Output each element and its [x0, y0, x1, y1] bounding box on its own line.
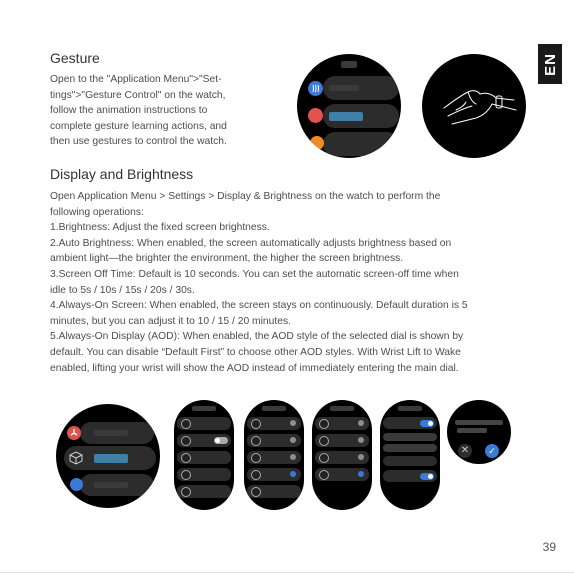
display-line: Open Application Menu > Settings > Display & Brightness on the watch to perform the: [50, 191, 441, 202]
status-bar: [341, 61, 357, 68]
radio-dot: [290, 437, 296, 443]
display-line: default. You can disable “Default First” to choose other AOD styles. With Wrist Lift to Wake: [50, 346, 461, 358]
display-line: idle to 5s / 10s / 15s / 20s / 30s.: [50, 284, 195, 296]
default-first-toggle: [420, 473, 434, 480]
language-label: EN: [541, 52, 559, 76]
radio-dot: [358, 437, 364, 443]
list-item: [383, 444, 437, 452]
gesture-line: Open to the "Application Menu">"Set-: [50, 74, 222, 85]
display-line: ambient light—the brighter the environment, the higher the screen brightness.: [50, 253, 404, 265]
gesture-app-icon: [308, 81, 323, 96]
display-line: 4.Always-On Screen: When enabled, the screen stays on continuously. Default duration is 5: [50, 300, 468, 312]
gesture-line: complete gesture learning actions, and: [50, 120, 227, 132]
page-number: 39: [542, 540, 556, 554]
radio-dot-selected: [290, 471, 296, 477]
status-bar: [262, 406, 286, 411]
menu-label: [94, 482, 128, 488]
auto-brightness-icon: [181, 436, 191, 446]
aod-icon: [181, 487, 191, 497]
settings-icon: [308, 108, 323, 123]
radio-dot: [358, 420, 364, 426]
watch-screen-off-options: [244, 400, 304, 510]
option-icon: [251, 453, 261, 463]
menu-label: [329, 85, 359, 91]
radio-dot: [290, 420, 296, 426]
option-icon: [319, 470, 329, 480]
radio-dot: [290, 454, 296, 460]
aod-toggle: [420, 420, 434, 427]
list-item: [383, 433, 437, 441]
status-bar: [192, 406, 216, 411]
option-icon: [251, 470, 261, 480]
display-line: enabled, lifting your wrist will show the AOD instead of immediately entering the main dial.: [50, 362, 459, 374]
radio-dot: [358, 454, 364, 460]
language-tab: [538, 44, 562, 84]
display-line: 1.Brightness: Adjust the fixed screen brightness.: [50, 222, 270, 234]
display-heading: Display and Brightness: [50, 166, 194, 182]
cancel-icon: ✕: [458, 444, 472, 458]
always-on-icon: [181, 470, 191, 480]
menu-label-selected: [94, 454, 128, 463]
menu-label: [94, 430, 128, 436]
display-line: minutes, but you can adjust it to 10 / 15 / 20 minutes.: [50, 315, 291, 327]
option-icon: [251, 419, 261, 429]
watch-always-on-options: [312, 400, 372, 510]
bottom-rule: [0, 572, 574, 573]
status-bar: [398, 406, 422, 411]
menu-label-selected: [329, 112, 363, 121]
radio-dot-selected: [358, 471, 364, 477]
cube-icon: [69, 451, 83, 465]
confirm-icon: ✓: [485, 444, 499, 458]
display-line: 3.Screen Off Time: Default is 10 seconds. You can set the automatic screen-off time when: [50, 268, 459, 280]
menu-app-icon: [310, 136, 324, 150]
display-paragraph: [50, 189, 530, 376]
display-line: 5.Always-On Display (AOD): When enabled, the AOD style of the selected dial is shown by: [50, 331, 464, 343]
option-icon: [319, 419, 329, 429]
status-bar: [330, 406, 354, 411]
option-icon: [319, 453, 329, 463]
display-line: 2.Auto Brightness: When enabled, the screen automatically adjusts brightness based on: [50, 237, 452, 249]
brightness-icon: [181, 419, 191, 429]
auto-brightness-toggle: [214, 437, 228, 444]
display-line: following operations:: [50, 206, 144, 218]
watch-app-menu: [297, 54, 401, 158]
watch-settings-menu: [56, 404, 160, 508]
gesture-line: then use gestures to control the watch.: [50, 136, 227, 148]
watch-confirm-dialog: [447, 400, 511, 464]
gesture-line: tings">"Gesture Control" on the watch,: [50, 89, 226, 101]
watch-display-list-1: [174, 400, 234, 510]
option-icon: [251, 436, 261, 446]
screen-off-icon: [181, 453, 191, 463]
list-item: [383, 456, 437, 466]
gesture-line: follow the animation instructions to: [50, 105, 208, 117]
option-icon: [319, 436, 329, 446]
fan-icon: [67, 426, 81, 440]
watch-gesture-animation: [422, 54, 526, 158]
watch-aod-settings: [380, 400, 440, 510]
menu-row: [323, 132, 399, 156]
gesture-paragraph: [50, 72, 280, 150]
menu-app-icon: [70, 478, 83, 491]
hand-gesture-illustration: [422, 54, 526, 158]
dialog-text: [455, 420, 503, 425]
gesture-heading: Gesture: [50, 50, 100, 66]
dialog-text: [457, 428, 487, 433]
option-icon: [251, 487, 261, 497]
